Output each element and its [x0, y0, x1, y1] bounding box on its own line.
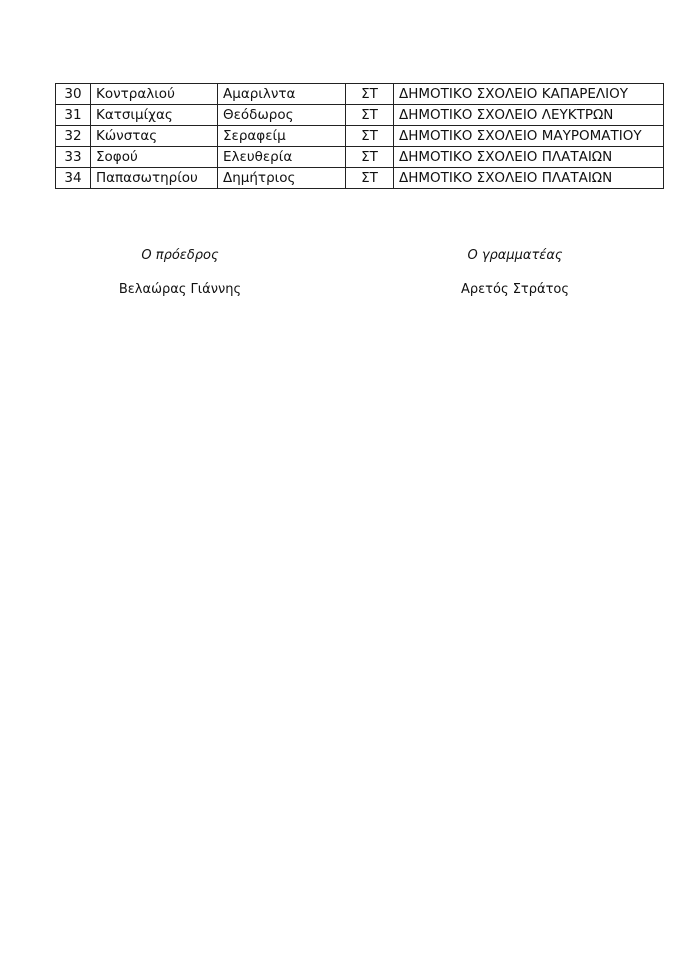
surname-cell: Παπασωτηρίου: [91, 168, 218, 189]
first-name-cell: Θεόδωρος: [218, 105, 346, 126]
row-number: 30: [56, 84, 91, 105]
secretary-name: Αρετός Στράτος: [461, 282, 569, 297]
class-cell: ΣΤ: [346, 105, 394, 126]
students-table: [55, 83, 664, 189]
school-cell: ΔΗΜΟΤΙΚΟ ΣΧΟΛΕΙΟ ΜΑΥΡΟΜΑΤΙΟΥ: [394, 126, 664, 147]
first-name-cell: Σεραφείμ: [218, 126, 346, 147]
president-title: Ο πρόεδρος: [141, 248, 219, 263]
table-row: [56, 84, 664, 105]
table-row: [56, 147, 664, 168]
surname-cell: Κατσιμίχας: [91, 105, 218, 126]
table-row: [56, 168, 664, 189]
school-cell: ΔΗΜΟΤΙΚΟ ΣΧΟΛΕΙΟ ΠΛΑΤΑΙΩΝ: [394, 147, 664, 168]
table-row: [56, 126, 664, 147]
school-cell: ΔΗΜΟΤΙΚΟ ΣΧΟΛΕΙΟ ΠΛΑΤΑΙΩΝ: [394, 168, 664, 189]
surname-cell: Σοφού: [91, 147, 218, 168]
class-cell: ΣΤ: [346, 147, 394, 168]
table-row: [56, 105, 664, 126]
class-cell: ΣΤ: [346, 84, 394, 105]
class-cell: ΣΤ: [346, 126, 394, 147]
surname-cell: Κοντραλιού: [91, 84, 218, 105]
first-name-cell: Δημήτριος: [218, 168, 346, 189]
first-name-cell: Αμαριλντα: [218, 84, 346, 105]
class-cell: ΣΤ: [346, 168, 394, 189]
row-number: 31: [56, 105, 91, 126]
row-number: 34: [56, 168, 91, 189]
surname-cell: Κώνστας: [91, 126, 218, 147]
secretary-title: Ο γραμματέας: [467, 248, 563, 263]
school-cell: ΔΗΜΟΤΙΚΟ ΣΧΟΛΕΙΟ ΛΕΥΚΤΡΩΝ: [394, 105, 664, 126]
school-cell: ΔΗΜΟΤΙΚΟ ΣΧΟΛΕΙΟ ΚΑΠΑΡΕΛΙΟΥ: [394, 84, 664, 105]
row-number: 33: [56, 147, 91, 168]
president-name: Βελαώρας Γιάννης: [118, 282, 242, 297]
first-name-cell: Ελευθερία: [218, 147, 346, 168]
row-number: 32: [56, 126, 91, 147]
